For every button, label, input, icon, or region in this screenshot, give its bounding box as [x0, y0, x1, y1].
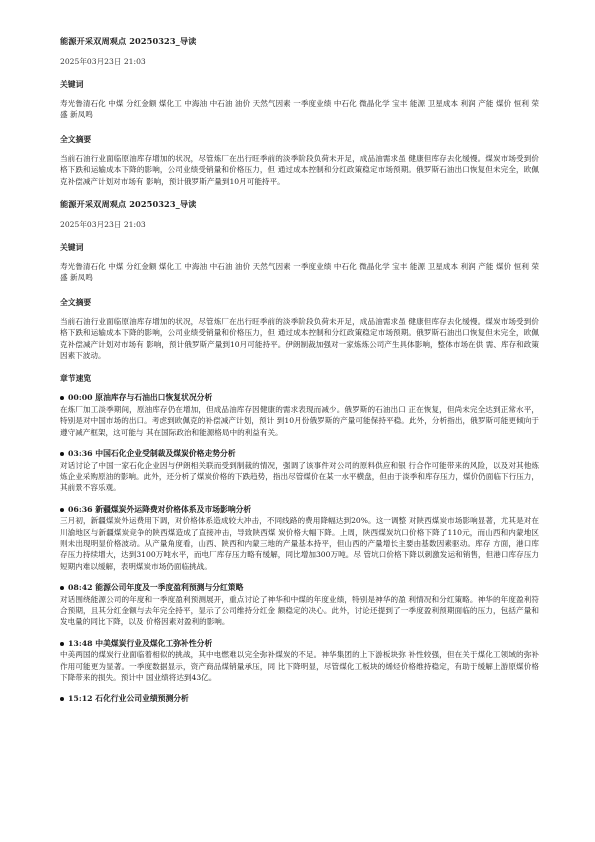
chapter-item: [60, 392, 539, 438]
summary-text: 当前石油行业面临原油库存增加的状况，尽管炼厂在出行旺季前的淡季阶段负荷未开足，成品油需求虽 健康但库存去化缓慢。煤炭市场受到价格下跌和运输成本下降的影响，公司业绩受销量和价格压力，但 通过成本控制和分红政策稳定市场预期。俄罗斯石油出口恢复但未完全，欧佩克补偿减产计划对市场有 影响，预计俄罗斯产量到10月可能持平。伊朗制裁加强对一家炼炼公司产生具体影响，整体市场在供 需、库存和政策因素下波动。: [60, 316, 539, 361]
chapter-heading-text: 08:42 能源公司年度及一季度盈利预测与分红策略: [68, 583, 244, 593]
chapter-item: [60, 448, 539, 494]
chapter-heading-text: 06:36 新疆煤炭外运降费对价格体系及市场影响分析: [68, 504, 252, 514]
chapter-heading: [60, 638, 539, 649]
chapter-heading-text: 13:48 中美煤炭行业及煤化工弥补性分析: [68, 638, 213, 648]
bullet-icon: [60, 697, 64, 701]
chapter-body: 在炼厂加工淡季期间，原油库存仍在增加，但成品油库存因健康的需求表现而减少。俄罗斯的石油出口 正在恢复，但尚未完全达到正常水平，特别是对中国市场的出口。考虑到欧佩克的补偿减产计划，预计 到10月份俄罗斯的产量可能保持平稳。此外，分析指出，俄罗斯可能更倾向于遵守减产框架，这可能与 其在国际政治和能源格局中的利益有关。: [60, 404, 539, 437]
keywords-label: 关键词: [60, 243, 84, 253]
doc-title: 能源开采双周观点 20250323_导读: [60, 199, 197, 210]
chapters-label: 章节速览: [60, 374, 92, 384]
bullet-icon: [60, 586, 64, 590]
chapter-heading: [60, 693, 539, 704]
chapter-item: [60, 582, 539, 628]
summary-label: 全文摘要: [60, 297, 92, 307]
keywords-label: 关键词: [60, 80, 84, 89]
chapter-heading-text: 03:36 中国石化企业受制裁及煤炭价格走势分析: [68, 449, 236, 459]
doc-title: 能源开采双周观点 20250323_导读: [60, 36, 197, 46]
keywords-text: 寿光鲁清石化 中煤 分红金额 煤化工 中海油 中石油 油价 天然气因素 一季度业绩 中石化 微晶化学 宝丰 能源 卫星成本 利润 产能 煤价 恒利 荣盛 新凤鸣: [60, 262, 539, 283]
summary-text: 当前石油行业面临原油库存增加的状况，尽管炼厂在出行旺季前的淡季阶段负荷未开足，成品油需求虽 健康但库存去化缓慢。煤炭市场受到价格下跌和运输成本下降的影响，公司业绩受销量和价格压力，但 通过成本控制和分红政策稳定市场预期。俄罗斯石油出口恢复但未完全，欧佩克补偿减产计划对市场有 影响，预计俄罗斯产量到10月可能持平。: [60, 153, 539, 186]
chapter-heading: [60, 392, 539, 403]
chapter-item: [60, 693, 539, 704]
bullet-icon: [60, 642, 64, 646]
chapter-body: 三月初，新疆煤炭外运费用下调，对价格体系造成较大冲击，不同线路的费用降幅达到20%。这一调整 对陕西煤炭市场影响显著，尤其是对在川渝地区与新疆煤炭竞争的陕西煤造成了直接冲击，导致陕西煤 炭价格大幅下降。上周，陕西煤炭坑口价格下降了110元，而山西和内蒙地区则未出现明显价格波动。从产量角度看，山西、陕西和内蒙三地的产量基本持平，但山西的产量增长主要由基数因素驱动。库存 方面，港口库存压力持续增大，达到3100万吨水平，而电厂库存压力略有缓解，同比增加300万吨。尽 管坑口价格下降以刺激发运和销售，但港口库存压力短期内难以缓解，表明煤炭市场仍面临挑战。: [60, 516, 540, 571]
intro-section-1: [60, 36, 539, 187]
doc-date: 2025年03月23日 21:03: [60, 57, 146, 66]
chapter-heading: [60, 582, 539, 593]
chapters-section: [60, 373, 539, 704]
chapter-heading: [60, 448, 539, 459]
chapter-item: [60, 638, 539, 684]
intro-section-2: [60, 199, 539, 361]
chapter-heading: [60, 504, 539, 515]
bullet-icon: [60, 508, 64, 512]
bullet-icon: [60, 396, 64, 400]
chapter-body: 对话围绕能源公司的年度和一季度盈利预测展开，重点讨论了神华和中煤的年度业绩，特别是神华的盈 利情况和分红策略。神华的年度盈利符合预期，且其分红金额与去年完全持平，显示了公司维持分红金 额稳定的决心。此外，讨论还提到了一季度盈利预期面临的压力，包括产量和发电量的同比下降，以及 价格因素对盈利的影响。: [60, 594, 539, 627]
summary-label: 全文摘要: [60, 134, 92, 144]
chapter-body: 中美两国的煤炭行业面临着相似的挑战，其中电燃难以完全弥补煤炭的不足。神华集团的上下游板块弥 补性较强，但在关于煤化工领域的弥补作用可能更为显著。一季度数据显示，资产商品煤销量承压，同 比下降明显，尽管煤化工板块的烯烃价格维持稳定，有助于缓解上游原煤价格下降带来的损失。预计中 国业绩将达到43亿。: [60, 650, 539, 682]
doc-date: 2025年03月23日 21:03: [60, 220, 146, 230]
chapter-body: 对话讨论了中国一家石化企业因与伊朗相关联而受到制裁的情况，强调了该事件对公司的原料供应和银 行合作可能带来的风险，以及对其他炼炼企业采购原油的影响。此外，还分析了煤炭价格的下跌趋势，指出尽管煤价在某一水平横盘，但由于淡季和库存压力，煤价仍面临下行压力，其前景不容乐观。: [60, 460, 539, 493]
chapter-item: [60, 504, 539, 572]
keywords-text: 寿光鲁清石化 中煤 分红金额 煤化工 中海油 中石油 油价 天然气因素 一季度业绩 中石化 微晶化学 宝丰 能源 卫星成本 利润 产能 煤价 恒利 荣盛 新凤鸣: [60, 99, 539, 120]
chapter-heading-text: 00:00 原油库存与石油出口恢复状况分析: [68, 393, 213, 403]
chapter-heading-text: 15:12 石化行业公司业绩预测分析: [68, 694, 189, 704]
bullet-icon: [60, 452, 64, 456]
